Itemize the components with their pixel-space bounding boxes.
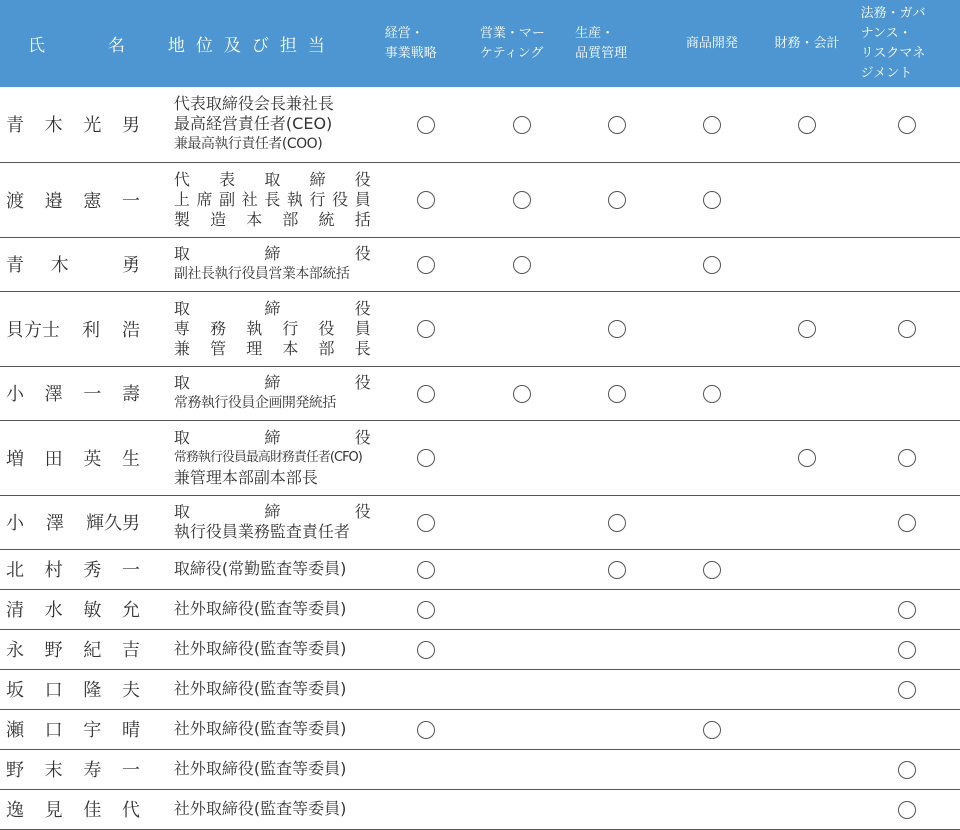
skill-cell bbox=[569, 589, 664, 629]
circle-mark-icon bbox=[417, 721, 435, 739]
name-char: 敏 bbox=[83, 600, 102, 621]
name-char: 木 bbox=[44, 115, 63, 137]
director-position bbox=[154, 162, 379, 237]
director-position bbox=[154, 87, 379, 162]
director-name-chars bbox=[6, 596, 140, 622]
circle-mark-icon bbox=[703, 721, 721, 739]
name-char: 村 bbox=[44, 560, 63, 581]
skill-cell bbox=[759, 749, 854, 789]
skill-cell bbox=[569, 237, 664, 291]
skill-cell bbox=[759, 237, 854, 291]
skill-cell bbox=[664, 237, 759, 291]
table-row bbox=[0, 709, 960, 749]
skill-cell bbox=[759, 87, 854, 162]
table-row bbox=[0, 237, 960, 291]
position-line: 兼管理本部長 bbox=[173, 338, 371, 358]
circle-mark-icon bbox=[417, 641, 435, 659]
circle-mark-icon bbox=[513, 256, 531, 274]
name-char: 水 bbox=[44, 600, 63, 621]
skill-cell bbox=[569, 420, 664, 495]
header-name bbox=[0, 0, 154, 87]
circle-mark-icon bbox=[898, 681, 916, 699]
header-skill-legal: 法務・ガバ ナンス・ リスクマネ ジメント bbox=[855, 0, 960, 87]
name-char: 佳 bbox=[83, 800, 102, 821]
skill-cell bbox=[379, 87, 474, 162]
skill-cell bbox=[569, 87, 664, 162]
director-name bbox=[0, 291, 154, 366]
director-name bbox=[0, 420, 154, 495]
skill-cell bbox=[759, 366, 854, 420]
position-line: 取締役 bbox=[173, 427, 371, 447]
skill-cell bbox=[379, 495, 474, 549]
circle-mark-icon bbox=[608, 561, 626, 579]
circle-mark-icon bbox=[608, 116, 626, 134]
skill-cell bbox=[379, 162, 474, 237]
skill-cell bbox=[569, 789, 664, 829]
skill-cell bbox=[569, 549, 664, 589]
director-position bbox=[154, 366, 379, 420]
skill-cell bbox=[474, 237, 569, 291]
director-name bbox=[0, 629, 154, 669]
director-name bbox=[0, 366, 154, 420]
skill-cell bbox=[855, 291, 960, 366]
name-char: 代 bbox=[121, 800, 140, 821]
director-name-chars bbox=[6, 445, 140, 471]
director-name bbox=[0, 749, 154, 789]
circle-mark-icon bbox=[703, 191, 721, 209]
skill-cell bbox=[664, 789, 759, 829]
header-name-second: 名 bbox=[108, 36, 125, 56]
circle-mark-icon bbox=[898, 601, 916, 619]
name-char: 野 bbox=[44, 640, 63, 661]
name-char: 勇 bbox=[121, 255, 140, 276]
skill-cell bbox=[379, 589, 474, 629]
director-position bbox=[154, 589, 379, 629]
director-name-chars bbox=[6, 187, 140, 213]
header-skill-production: 生産・ 品質管理 bbox=[569, 0, 664, 87]
position-line: 代表取締役 bbox=[173, 169, 371, 189]
director-position bbox=[154, 237, 379, 291]
name-char: 吉 bbox=[121, 640, 140, 661]
position-line: 副社長執行役員営業本部統括 bbox=[173, 266, 350, 282]
name-char: 永 bbox=[6, 640, 24, 661]
director-position bbox=[154, 549, 379, 589]
skill-cell bbox=[474, 162, 569, 237]
skill-cell bbox=[759, 291, 854, 366]
skill-cell bbox=[855, 709, 960, 749]
position-line: 社外取締役(監査等委員) bbox=[173, 599, 347, 618]
circle-mark-icon bbox=[798, 449, 816, 467]
skill-cell bbox=[855, 420, 960, 495]
name-char: 浩 bbox=[122, 319, 140, 341]
circle-mark-icon bbox=[417, 514, 435, 532]
circle-mark-icon bbox=[898, 641, 916, 659]
skill-cell bbox=[474, 366, 569, 420]
position-line: 常務執行役員最高財務責任者(CFO) bbox=[173, 449, 362, 465]
circle-mark-icon bbox=[703, 116, 721, 134]
position-line: 取締役 bbox=[173, 298, 371, 318]
director-position bbox=[154, 495, 379, 549]
director-name-chars bbox=[6, 716, 140, 742]
position-line: 取締役(常勤監査等委員) bbox=[173, 559, 347, 578]
skill-cell bbox=[474, 495, 569, 549]
name-char: 隆 bbox=[83, 680, 102, 701]
skill-cell bbox=[379, 749, 474, 789]
header-name-first: 氏 bbox=[28, 36, 45, 56]
skill-cell bbox=[379, 669, 474, 709]
skill-cell bbox=[759, 589, 854, 629]
skill-cell bbox=[664, 629, 759, 669]
position-line: 社外取締役(監査等委員) bbox=[173, 759, 347, 778]
skill-cell bbox=[664, 749, 759, 789]
skill-cell bbox=[664, 589, 759, 629]
director-position bbox=[154, 789, 379, 829]
circle-mark-icon bbox=[798, 320, 816, 338]
director-position bbox=[154, 420, 379, 495]
skill-cell bbox=[569, 495, 664, 549]
table-row bbox=[0, 549, 960, 589]
skill-cell bbox=[379, 549, 474, 589]
director-name bbox=[0, 162, 154, 237]
name-char: 木 bbox=[50, 255, 69, 276]
name-char: 利 bbox=[82, 319, 100, 341]
director-position bbox=[154, 291, 379, 366]
skill-cell bbox=[474, 549, 569, 589]
header-position: 地位及び担当 bbox=[154, 0, 379, 87]
skill-cell bbox=[569, 291, 664, 366]
skill-cell bbox=[664, 366, 759, 420]
name-char: 瀬 bbox=[6, 720, 24, 741]
skill-cell bbox=[664, 87, 759, 162]
table-row bbox=[0, 87, 960, 162]
name-char: 夫 bbox=[121, 680, 140, 701]
name-char: 允 bbox=[121, 600, 140, 621]
table-row bbox=[0, 789, 960, 829]
director-name bbox=[0, 237, 154, 291]
skill-cell bbox=[759, 549, 854, 589]
skill-cell bbox=[855, 162, 960, 237]
circle-mark-icon bbox=[417, 449, 435, 467]
director-name-chars bbox=[6, 316, 140, 342]
header-skill-strategy: 経営・ 事業戦略 bbox=[379, 0, 474, 87]
position-line: 兼最高執行責任者(COO) bbox=[173, 136, 323, 153]
header-skill-marketing: 営業・マー ケティング bbox=[474, 0, 569, 87]
circle-mark-icon bbox=[898, 801, 916, 819]
director-name bbox=[0, 709, 154, 749]
director-name bbox=[0, 589, 154, 629]
director-name bbox=[0, 87, 154, 162]
circle-mark-icon bbox=[417, 116, 435, 134]
director-name-chars bbox=[6, 676, 140, 702]
circle-mark-icon bbox=[898, 116, 916, 134]
position-line: 代表取締役会長兼社長 bbox=[173, 94, 334, 114]
skill-cell bbox=[474, 589, 569, 629]
circle-mark-icon bbox=[417, 320, 435, 338]
circle-mark-icon bbox=[608, 514, 626, 532]
skill-cell bbox=[569, 709, 664, 749]
director-name-chars bbox=[6, 380, 140, 406]
name-char: 小 bbox=[6, 513, 24, 534]
skill-cell bbox=[474, 749, 569, 789]
name-char: 青 bbox=[6, 255, 24, 276]
skill-cell bbox=[379, 366, 474, 420]
circle-mark-icon bbox=[417, 385, 435, 403]
director-name-chars bbox=[6, 111, 140, 137]
skill-cell bbox=[569, 162, 664, 237]
director-name-chars bbox=[6, 636, 140, 662]
skill-cell bbox=[759, 669, 854, 709]
table-row bbox=[0, 669, 960, 709]
name-char: 紀 bbox=[83, 640, 102, 661]
table-row bbox=[0, 420, 960, 495]
name-char: 輝久男 bbox=[86, 513, 140, 534]
skill-cell bbox=[569, 629, 664, 669]
name-char: 男 bbox=[121, 115, 140, 137]
director-position bbox=[154, 669, 379, 709]
name-char: 寿 bbox=[83, 760, 102, 781]
position-line: 専務執行役員 bbox=[173, 318, 371, 338]
skill-cell bbox=[474, 629, 569, 669]
skill-cell bbox=[664, 709, 759, 749]
skill-cell bbox=[379, 237, 474, 291]
skill-cell bbox=[664, 162, 759, 237]
circle-mark-icon bbox=[898, 320, 916, 338]
circle-mark-icon bbox=[898, 761, 916, 779]
name-char: 憲 bbox=[83, 190, 102, 212]
skill-cell bbox=[759, 789, 854, 829]
skill-cell bbox=[855, 589, 960, 629]
skill-cell bbox=[474, 87, 569, 162]
skill-cell bbox=[474, 789, 569, 829]
name-char: 田 bbox=[44, 448, 63, 470]
name-char: 壽 bbox=[121, 384, 140, 405]
position-line: 社外取締役(監査等委員) bbox=[173, 719, 347, 738]
name-char: 一 bbox=[83, 384, 102, 405]
position-line: 最高経営責任者(CEO) bbox=[173, 114, 333, 134]
header-skill-finance: 財務・会計 bbox=[759, 0, 854, 87]
name-char: 宇 bbox=[83, 720, 102, 741]
name-char: 増 bbox=[6, 448, 24, 470]
skill-cell bbox=[855, 789, 960, 829]
skill-cell bbox=[759, 420, 854, 495]
name-char: 見 bbox=[44, 800, 63, 821]
name-char: 口 bbox=[44, 680, 63, 701]
skill-cell bbox=[759, 495, 854, 549]
circle-mark-icon bbox=[703, 385, 721, 403]
name-char: 生 bbox=[121, 448, 140, 470]
position-line: 上席副社長執行役員 bbox=[173, 189, 371, 209]
director-name-chars bbox=[6, 796, 140, 822]
position-line: 社外取締役(監査等委員) bbox=[173, 799, 347, 818]
name-char: 北 bbox=[6, 560, 24, 581]
skill-cell bbox=[664, 495, 759, 549]
skill-cell bbox=[855, 749, 960, 789]
skill-cell bbox=[569, 366, 664, 420]
director-name bbox=[0, 789, 154, 829]
table-row bbox=[0, 629, 960, 669]
circle-mark-icon bbox=[513, 191, 531, 209]
skill-cell bbox=[474, 420, 569, 495]
position-line: 常務執行役員企画開発統括 bbox=[173, 395, 336, 411]
header-row bbox=[0, 0, 960, 87]
position-line: 取締役 bbox=[173, 373, 371, 392]
director-name-chars bbox=[6, 509, 140, 535]
circle-mark-icon bbox=[513, 116, 531, 134]
table-row bbox=[0, 366, 960, 420]
director-name bbox=[0, 549, 154, 589]
circle-mark-icon bbox=[703, 561, 721, 579]
position-line: 社外取締役(監査等委員) bbox=[173, 679, 347, 698]
director-position bbox=[154, 749, 379, 789]
position-line: 社外取締役(監査等委員) bbox=[173, 639, 347, 658]
skill-cell bbox=[474, 291, 569, 366]
name-char: 澤 bbox=[46, 513, 64, 534]
skill-cell bbox=[855, 87, 960, 162]
skill-cell bbox=[379, 420, 474, 495]
name-char: 英 bbox=[83, 448, 102, 470]
circle-mark-icon bbox=[703, 256, 721, 274]
position-line: 取締役 bbox=[173, 244, 371, 263]
name-char: 逸 bbox=[6, 800, 24, 821]
circle-mark-icon bbox=[513, 385, 531, 403]
skill-cell bbox=[474, 669, 569, 709]
name-char: 渡 bbox=[6, 190, 24, 212]
table-row bbox=[0, 291, 960, 366]
name-char: 清 bbox=[6, 600, 24, 621]
director-name-chars bbox=[6, 556, 140, 582]
circle-mark-icon bbox=[417, 191, 435, 209]
position-line: 取締役 bbox=[173, 502, 371, 521]
director-position bbox=[154, 709, 379, 749]
circle-mark-icon bbox=[608, 191, 626, 209]
name-char: 貝方士 bbox=[6, 319, 60, 341]
name-char: 青 bbox=[6, 115, 24, 137]
circle-mark-icon bbox=[417, 256, 435, 274]
name-char: 晴 bbox=[121, 720, 140, 741]
position-line: 兼管理本部副本部長 bbox=[173, 467, 318, 487]
director-name bbox=[0, 669, 154, 709]
table-body bbox=[0, 87, 960, 829]
director-name-chars bbox=[6, 251, 140, 277]
table-row bbox=[0, 162, 960, 237]
skill-cell bbox=[855, 366, 960, 420]
circle-mark-icon bbox=[608, 320, 626, 338]
skill-cell bbox=[664, 549, 759, 589]
skill-cell bbox=[759, 709, 854, 749]
skill-cell bbox=[569, 749, 664, 789]
name-char: 末 bbox=[44, 760, 63, 781]
name-char: 一 bbox=[121, 190, 140, 212]
circle-mark-icon bbox=[898, 449, 916, 467]
skill-cell bbox=[569, 669, 664, 709]
circle-mark-icon bbox=[417, 561, 435, 579]
name-char: 口 bbox=[44, 720, 63, 741]
skill-cell bbox=[759, 629, 854, 669]
name-char: 秀 bbox=[83, 560, 102, 581]
skill-cell bbox=[379, 629, 474, 669]
name-char: 野 bbox=[6, 760, 24, 781]
table-row bbox=[0, 749, 960, 789]
skill-cell bbox=[664, 291, 759, 366]
skill-cell bbox=[474, 709, 569, 749]
name-char: 邉 bbox=[44, 190, 63, 212]
circle-mark-icon bbox=[608, 385, 626, 403]
position-line: 製造本部統括 bbox=[173, 209, 371, 229]
skill-cell bbox=[379, 789, 474, 829]
director-name-chars bbox=[6, 756, 140, 782]
skill-cell bbox=[759, 162, 854, 237]
circle-mark-icon bbox=[417, 601, 435, 619]
director-name bbox=[0, 495, 154, 549]
skill-cell bbox=[855, 669, 960, 709]
name-char: 光 bbox=[83, 115, 102, 137]
name-char: 澤 bbox=[44, 384, 63, 405]
table-row bbox=[0, 495, 960, 549]
director-position bbox=[154, 629, 379, 669]
skill-cell bbox=[855, 495, 960, 549]
skill-cell bbox=[664, 420, 759, 495]
name-char: 坂 bbox=[6, 680, 24, 701]
skill-cell bbox=[379, 709, 474, 749]
skill-cell bbox=[664, 669, 759, 709]
header-skill-product-dev: 商品開発 bbox=[664, 0, 759, 87]
name-char: 小 bbox=[6, 384, 24, 405]
table-row bbox=[0, 589, 960, 629]
skill-cell bbox=[379, 291, 474, 366]
circle-mark-icon bbox=[798, 116, 816, 134]
name-char: 一 bbox=[121, 560, 140, 581]
name-char: 一 bbox=[121, 760, 140, 781]
circle-mark-icon bbox=[898, 514, 916, 532]
position-line: 執行役員業務監査責任者 bbox=[173, 522, 350, 541]
skill-cell bbox=[855, 237, 960, 291]
skill-cell bbox=[855, 549, 960, 589]
skill-cell bbox=[855, 629, 960, 669]
